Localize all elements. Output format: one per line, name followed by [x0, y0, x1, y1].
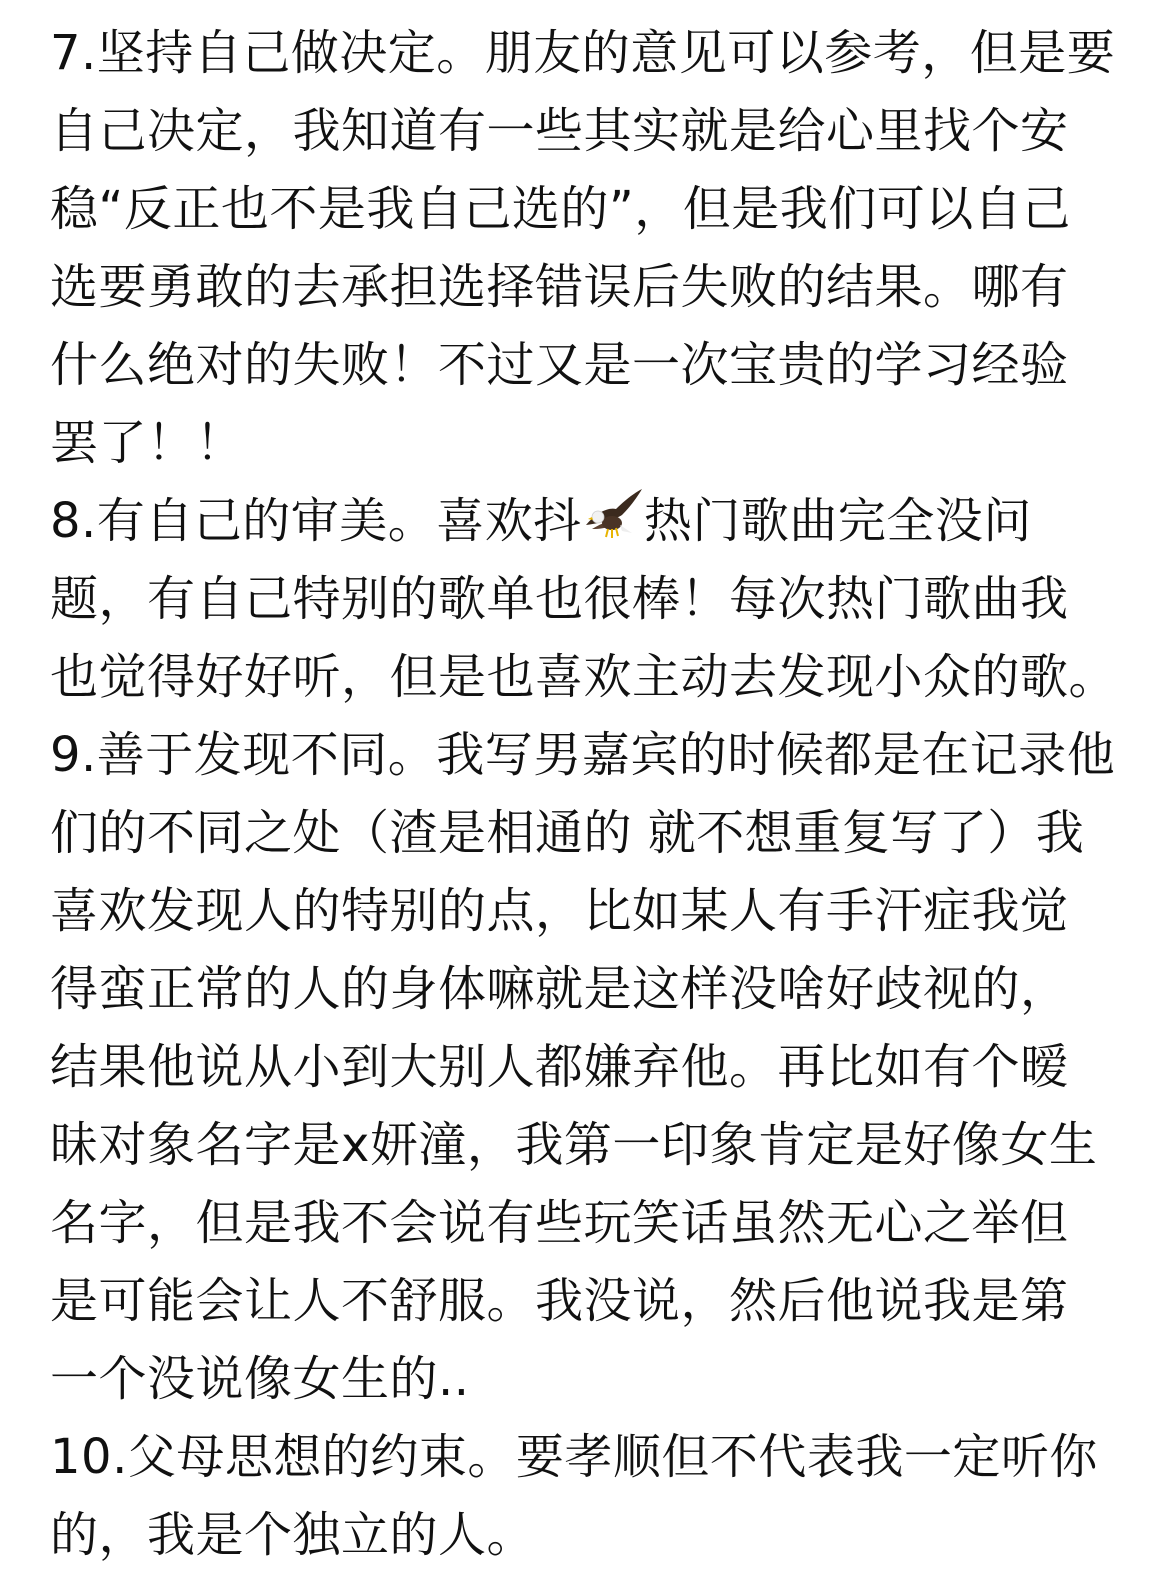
text-line: 们的不同之处（渣是相通的 就不想重复写了）我: [50, 805, 1085, 861]
text-segment: 8.有自己的审美。喜欢抖: [50, 493, 582, 549]
text-line: 昧对象名字是x妍潼，我第一印象肯定是好像女生: [50, 1117, 1098, 1173]
text-line: 自己决定，我知道有一些其实就是给心里找个安: [50, 103, 1069, 159]
text-line: 也觉得好好听，但是也喜欢主动去发现小众的歌。: [50, 649, 1118, 705]
text-line: 结果他说从小到大别人都嫌弃他。再比如有个暧: [50, 1039, 1069, 1095]
text-line: 7.坚持自己做决定。朋友的意见可以参考，但是要: [50, 25, 1116, 81]
text-line: 9.善于发现不同。我写男嘉宾的时候都是在记录他: [50, 727, 1116, 783]
text-line: 10.父母思想的约束。要孝顺但不代表我一定听你: [50, 1429, 1098, 1485]
text-line: 题，有自己特别的歌单也很棒！每次热门歌曲我: [50, 571, 1069, 627]
text-line: 稳“反正也不是我自己选的”，但是我们可以自己: [50, 181, 1071, 237]
text-line: 喜欢发现人的特别的点，比如某人有手汗症我觉: [50, 883, 1069, 939]
text-line: 罢了！！: [50, 415, 245, 471]
eagle-icon: [582, 485, 644, 547]
text-line: 的，我是个独立的人。: [50, 1507, 536, 1563]
text-line: 得蛮正常的人的身体嘛就是这样没啥好歧视的，: [50, 961, 1069, 1017]
text-line: 一个没说像女生的..: [50, 1351, 470, 1407]
text-line: 是可能会让人不舒服。我没说，然后他说我是第: [50, 1273, 1069, 1329]
text-line: 什么绝对的失败！不过又是一次宝贵的学习经验: [50, 337, 1069, 393]
text-line-with-emoji: [50, 482, 1170, 560]
text-line: 选要勇敢的去承担选择错误后失败的结果。哪有: [50, 259, 1069, 315]
text-line: 名字，但是我不会说有些玩笑话虽然无心之举但: [50, 1195, 1069, 1251]
text-segment: 热门歌曲完全没问: [643, 493, 1032, 549]
